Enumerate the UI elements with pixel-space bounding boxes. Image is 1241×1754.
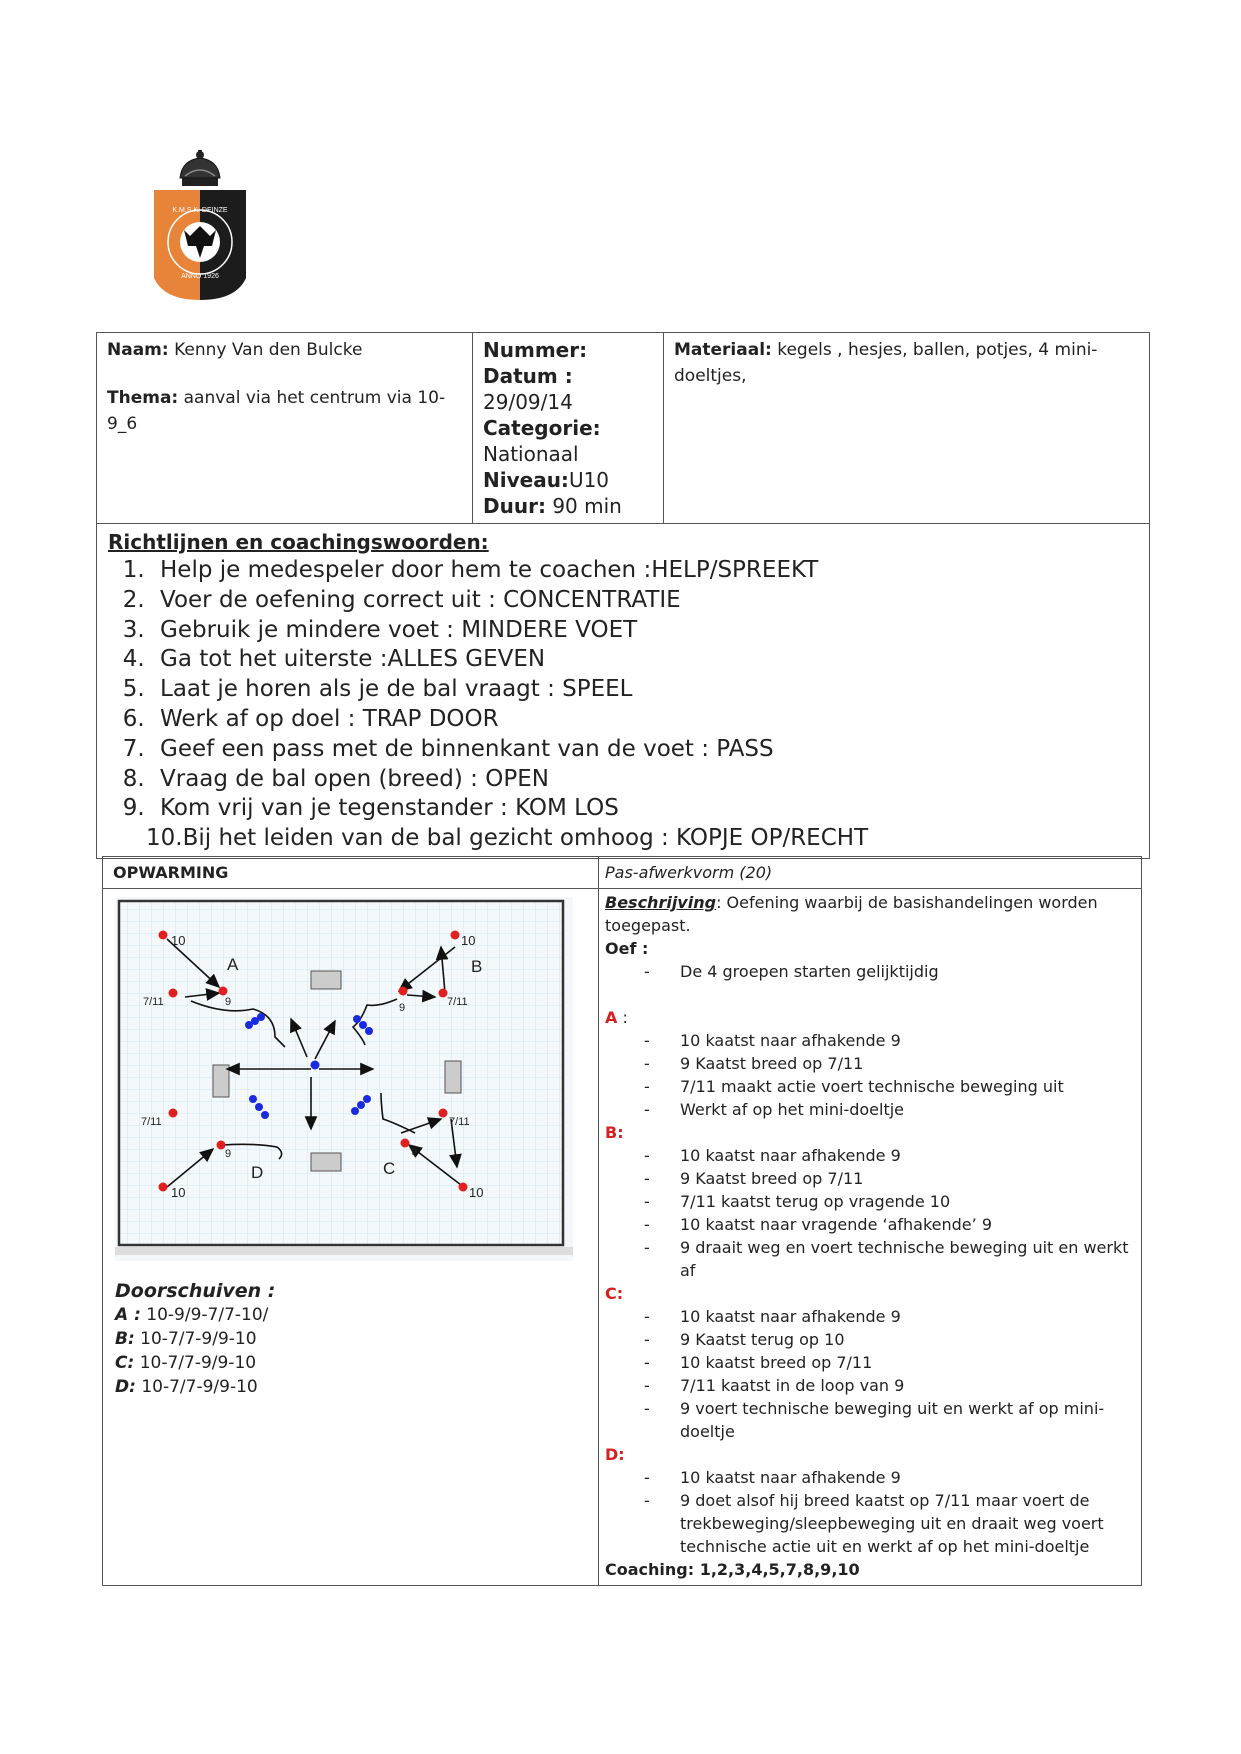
player-red xyxy=(169,1109,178,1118)
rotation-value: 10-7/7-9/9-10 xyxy=(140,1329,257,1349)
diagram-label: 9 xyxy=(225,1148,232,1160)
list-item: 5. Laat je horen als je de bal vraagt : SPEEL xyxy=(152,675,1139,705)
player-red xyxy=(159,931,168,940)
richtlijnen-title: Richtlijnen en coachingswoorden: xyxy=(108,530,489,554)
diagram-label: B xyxy=(471,957,483,976)
diagram-label: 7/11 xyxy=(447,996,468,1008)
opwarming-subtitle: Pas-afwerkvorm (20) xyxy=(599,857,1142,889)
description-cell xyxy=(599,889,1142,1586)
naam-thema-cell xyxy=(97,333,473,524)
nummer-label: Nummer: xyxy=(483,338,588,362)
duur-value: 90 min xyxy=(552,494,622,518)
categorie-label: Categorie: xyxy=(483,416,601,440)
ball xyxy=(363,1095,371,1103)
mini-goal-icon xyxy=(311,1153,341,1171)
ball xyxy=(255,1103,263,1111)
diagram-label: 7/11 xyxy=(143,996,164,1008)
list-item: - 10 kaatst breed op 7/11 xyxy=(605,1351,1135,1374)
rotation-value: 10-7/7-9/9-10 xyxy=(139,1353,257,1373)
thema-value: aanval via het centrum via 10-9_6 xyxy=(107,388,446,434)
list-item: 10.Bij het leiden van de bal gezicht omhoog : KOPJE OP/RECHT xyxy=(146,825,869,852)
group-label-a: A xyxy=(605,1008,618,1027)
list-item: 1. Help je medespeler door hem te coachen :HELP/SPREEKT xyxy=(152,556,1139,586)
diagram-label: C xyxy=(383,1159,396,1178)
diagram-label: A xyxy=(227,955,239,974)
player-red xyxy=(169,989,178,998)
materiaal-cell xyxy=(664,333,1150,524)
list-item: - Werkt af op het mini-doeltje xyxy=(605,1098,1135,1121)
list-item: 9. Kom vrij van je tegenstander : KOM LOS xyxy=(152,794,1139,824)
list-item: 3. Gebruik je mindere voet : MINDERE VOET xyxy=(152,616,1139,646)
diagram-label: 9 xyxy=(399,1002,406,1014)
list-item: - 9 draait weg en voert technische beweging uit en werkt af xyxy=(605,1236,1135,1282)
ball xyxy=(357,1101,365,1109)
ball xyxy=(359,1021,367,1029)
player-red xyxy=(459,1183,468,1192)
list-item: - 10 kaatst naar afhakende 9 xyxy=(605,1029,1135,1052)
list-item: - 10 kaatst naar vragende ‘afhakende’ 9 xyxy=(605,1213,1135,1236)
list-item: - De 4 groepen starten gelijktijdig xyxy=(605,960,1135,983)
ball xyxy=(365,1027,373,1035)
ball xyxy=(311,1061,320,1070)
group-label-c: C: xyxy=(605,1284,624,1303)
field-border xyxy=(119,901,563,1245)
list-item: 7. Geef een pass met de binnenkant van de voet : PASS xyxy=(152,735,1139,765)
player-red xyxy=(401,1139,410,1148)
mini-goal-icon xyxy=(213,1065,229,1097)
crown-icon xyxy=(180,150,220,186)
session-info-table xyxy=(96,332,1150,859)
materiaal-value: kegels , hesjes, ballen, potjes, 4 mini-doeltjes, xyxy=(674,340,1098,386)
doorschuiven xyxy=(103,1261,598,1399)
list-item: - 10 kaatst naar afhakende 9 xyxy=(605,1144,1135,1167)
player-red xyxy=(439,1109,448,1118)
thema-label: Thema: xyxy=(107,388,179,408)
diagram-label: 10 xyxy=(171,933,186,948)
niveau-value: U10 xyxy=(568,468,610,492)
player-red xyxy=(159,1183,168,1192)
diagram-label: D xyxy=(251,1163,264,1182)
list-item: - 9 doet alsof hij breed kaatst op 7/11 maar voert de trekbeweging/sleepbeweging uit en draait weg voert technische actie uit en werkt af op het mini-doeltje xyxy=(605,1489,1135,1558)
beschrijving-value: : Oefening waarbij de basishandelingen worden toegepast. xyxy=(605,893,1098,935)
diagram-label: 7/11 xyxy=(141,1116,162,1128)
list-item: - 7/11 maakt actie voert technische beweging uit xyxy=(605,1075,1135,1098)
rotation-key: D: xyxy=(115,1377,136,1397)
list-item: 8. Vraag de bal open (breed) : OPEN xyxy=(152,765,1139,795)
exercise-diagram xyxy=(115,897,573,1261)
naam-value: Kenny Van den Bulcke xyxy=(174,340,363,360)
group-suffix: : xyxy=(617,1008,628,1027)
list-item: 6. Werk af op doel : TRAP DOOR xyxy=(152,705,1139,735)
opwarming-table xyxy=(102,856,1142,1586)
svg-text:ANNO 1926: ANNO 1926 xyxy=(181,273,219,280)
oef-label: Oef : xyxy=(605,939,649,958)
categorie-value: Nationaal xyxy=(483,442,579,466)
datum-label: Datum : xyxy=(483,364,573,388)
rotation-key: A : xyxy=(115,1305,141,1325)
diagram-label: 10 xyxy=(171,1185,186,1200)
list-item: 2. Voer de oefening correct uit : CONCENTRATIE xyxy=(152,586,1139,616)
diagram-label: 10 xyxy=(461,933,476,948)
player-red xyxy=(399,987,408,996)
list-item: - 9 Kaatst breed op 7/11 xyxy=(605,1167,1135,1190)
duur-label: Duur: xyxy=(483,494,546,518)
list-item: - 9 voert technische beweging uit en werkt af op mini-doeltje xyxy=(605,1397,1135,1443)
richtlijnen-list xyxy=(108,556,1139,854)
niveau-label: Niveau: xyxy=(483,468,569,492)
doorschuiven-title: Doorschuiven : xyxy=(115,1280,276,1302)
diagram-label: 7/11 xyxy=(449,1116,470,1128)
svg-text:K.M.S.K. DEINZE: K.M.S.K. DEINZE xyxy=(172,207,228,214)
rotation-value: 10-9/9-7/7-10/ xyxy=(146,1305,269,1325)
list-item: - 9 Kaatst breed op 7/11 xyxy=(605,1052,1135,1075)
meta-cell xyxy=(473,333,664,524)
group-label-b: B: xyxy=(605,1123,624,1142)
rotation-key: C: xyxy=(115,1353,135,1373)
list-item: - 10 kaatst naar afhakende 9 xyxy=(605,1466,1135,1489)
ball xyxy=(249,1095,257,1103)
rotation-key: B: xyxy=(115,1329,135,1349)
ball xyxy=(351,1107,359,1115)
opwarming-title: OPWARMING xyxy=(103,857,599,889)
list-item: - 7/11 kaatst in de loop van 9 xyxy=(605,1374,1135,1397)
beschrijving-label: Beschrijving xyxy=(605,893,717,912)
diagram-label: 9 xyxy=(225,996,232,1008)
naam-label: Naam: xyxy=(107,340,169,360)
player-red xyxy=(451,931,460,940)
group-label-d: D: xyxy=(605,1445,625,1464)
list-item: 4. Ga tot het uiterste :ALLES GEVEN xyxy=(152,645,1139,675)
mini-goal-icon xyxy=(311,971,341,989)
list-item: - 10 kaatst naar afhakende 9 xyxy=(605,1305,1135,1328)
diagram-label: 9 xyxy=(411,1146,418,1158)
richtlijnen-cell xyxy=(97,524,1150,859)
list-item: - 7/11 kaatst terug op vragende 10 xyxy=(605,1190,1135,1213)
coaching-line: Coaching: 1,2,3,4,5,7,8,9,10 xyxy=(605,1560,860,1579)
diagram-cell xyxy=(103,889,599,1586)
diagram-label: 10 xyxy=(469,1185,484,1200)
mini-goal-icon xyxy=(445,1061,461,1093)
materiaal-label: Materiaal: xyxy=(674,340,772,360)
datum-value: 29/09/14 xyxy=(483,390,573,414)
ball xyxy=(353,1015,361,1023)
rotation-value: 10-7/7-9/9-10 xyxy=(141,1377,258,1397)
club-logo xyxy=(152,150,248,302)
ball xyxy=(261,1111,269,1119)
list-item: - 9 Kaatst terug op 10 xyxy=(605,1328,1135,1351)
ball xyxy=(257,1013,265,1021)
